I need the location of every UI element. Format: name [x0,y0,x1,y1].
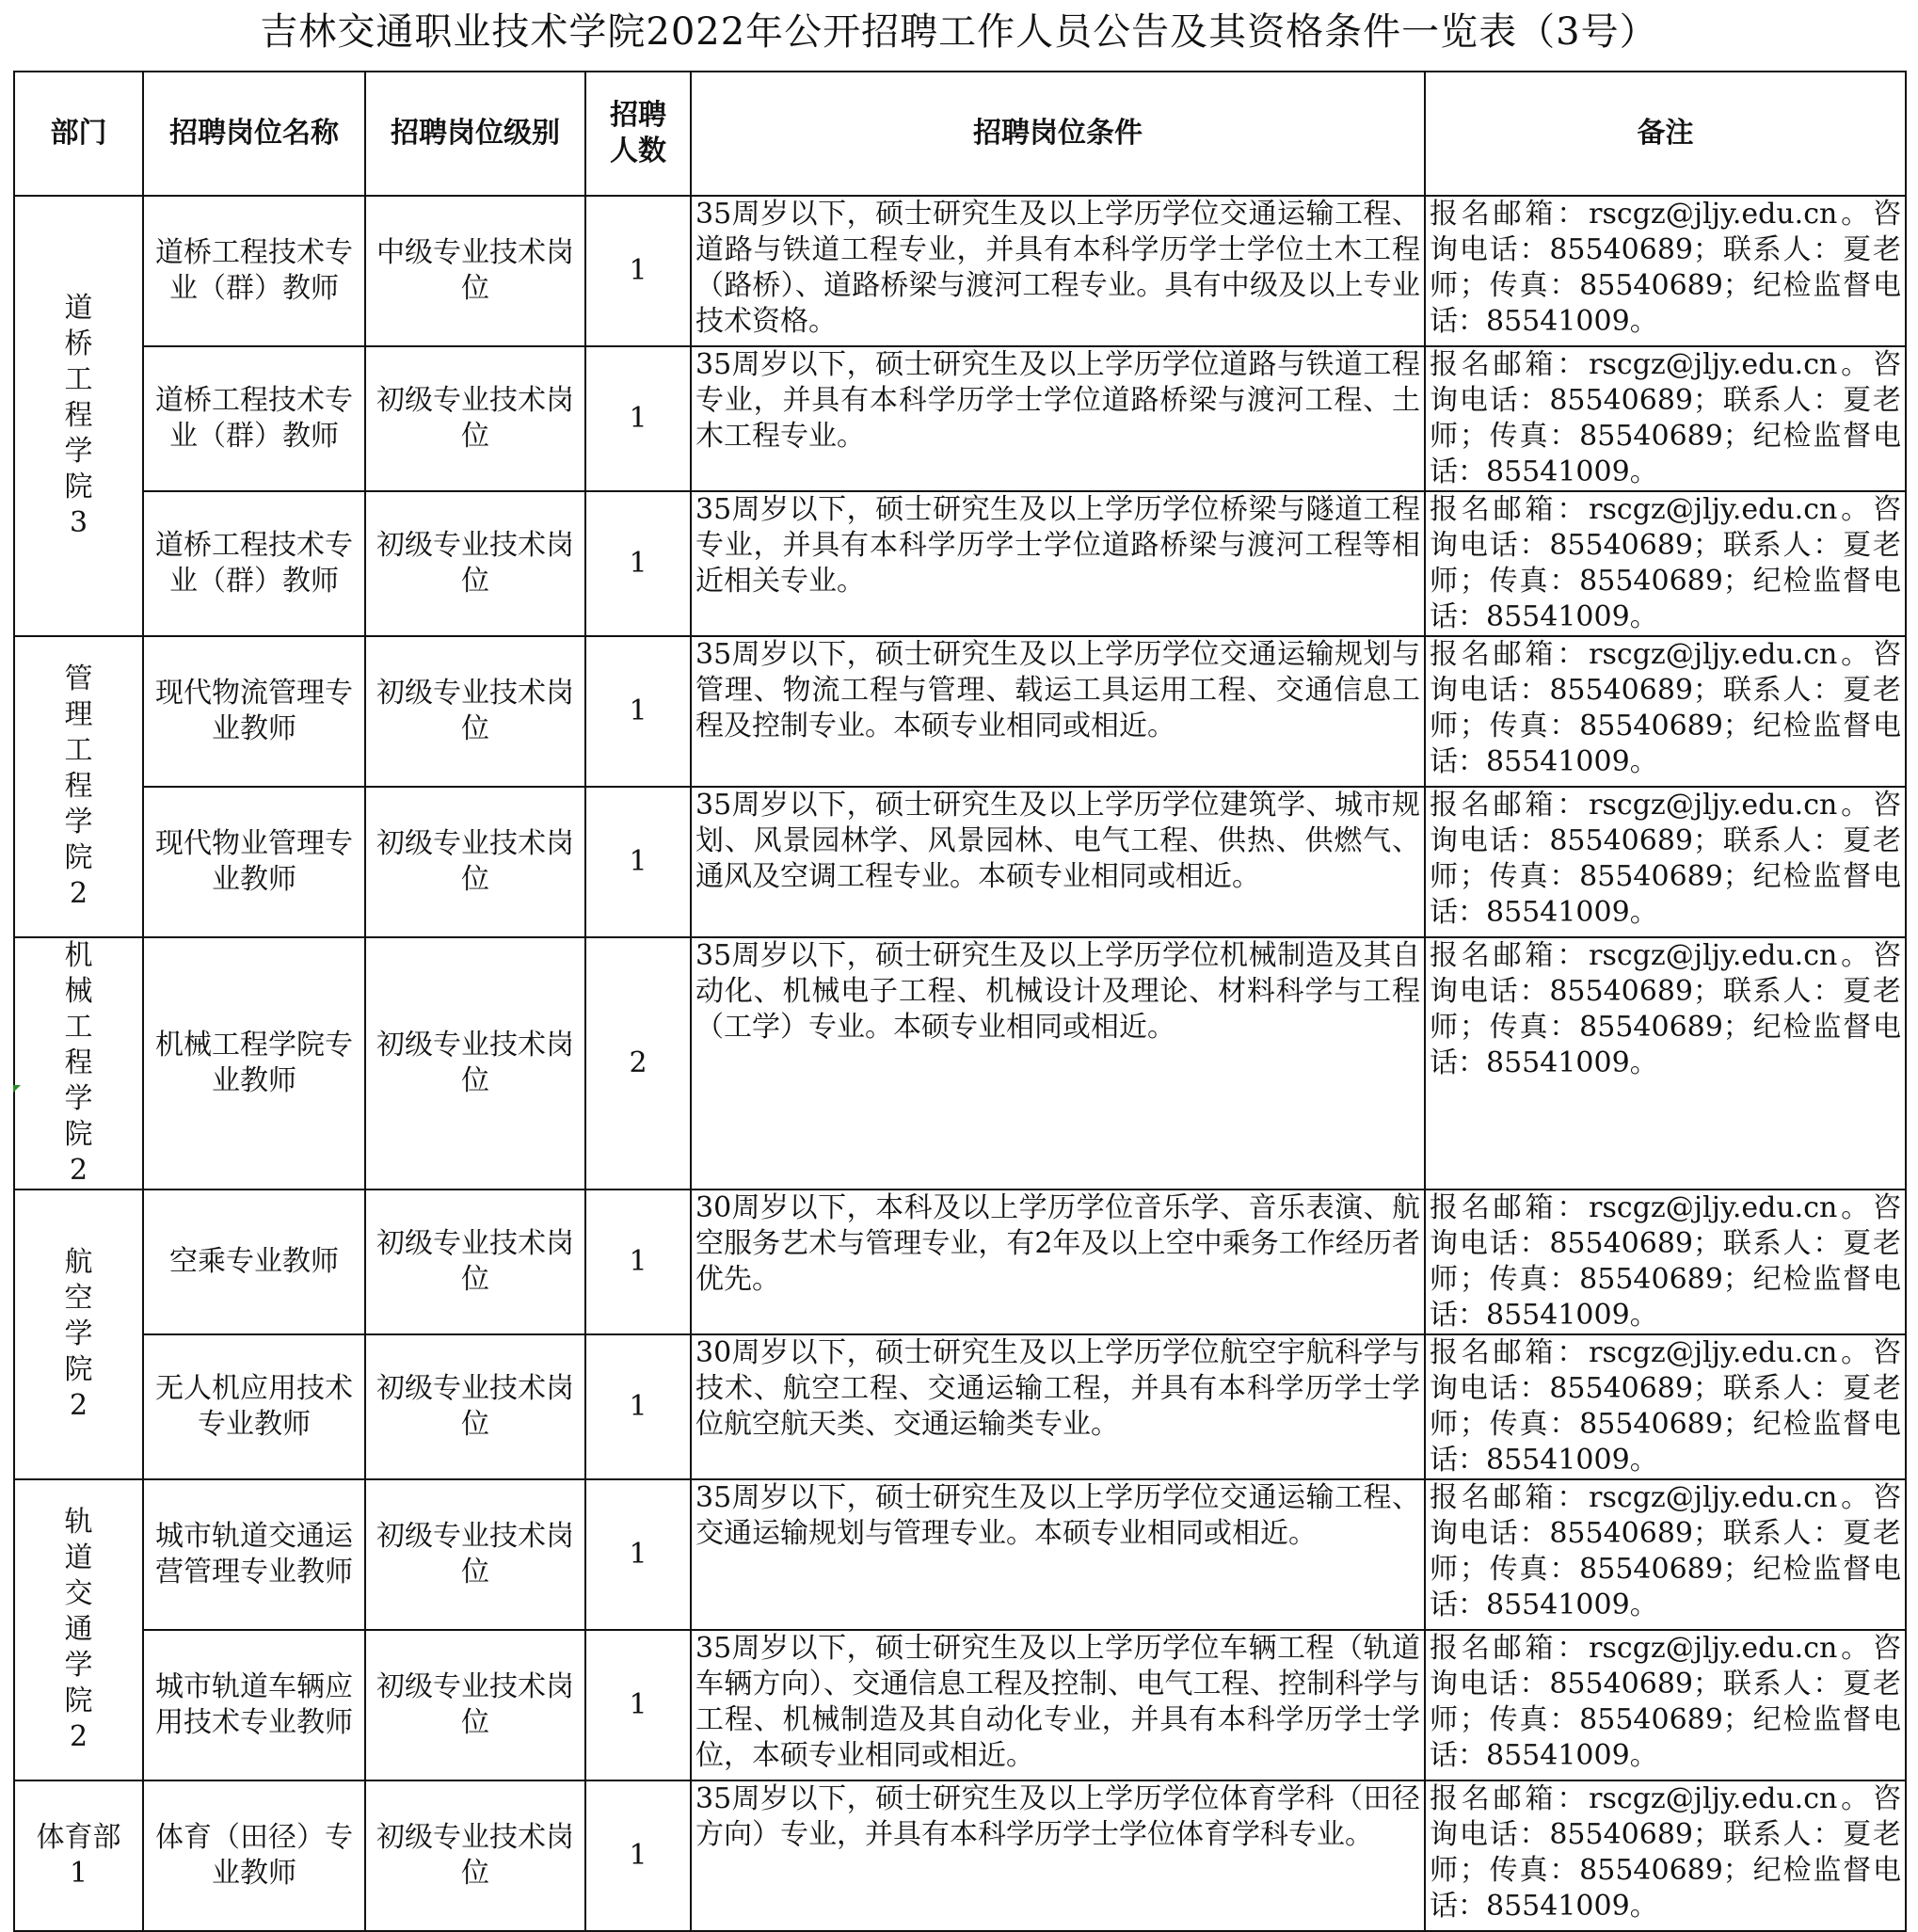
table-row [14,196,1906,346]
position-cell: 城市轨道车辆应用技术专业教师 [143,1630,365,1780]
table-row [14,491,1906,636]
level-cell: 初级专业技术岗位 [365,636,585,787]
conditions-cell: 35周岁以下，硕士研究生及以上学历学位机械制造及其自动化、机械电子工程、机械设计及理论、材料科学与工程（工学）专业。本硕专业相同或相近。 [691,937,1425,1190]
dept-cell [14,1190,143,1479]
conditions-cell: 30周岁以下，本科及以上学历学位音乐学、音乐表演、航空服务艺术与管理专业，有2年及以上空中乘务工作经历者优先。 [691,1190,1425,1334]
conditions-cell: 35周岁以下，硕士研究生及以上学历学位交通运输工程、交通运输规划与管理专业。本硕专业相同或相近。 [691,1479,1425,1630]
conditions-cell: 35周岁以下，硕士研究生及以上学历学位桥梁与隧道工程专业，并具有本科学历学士学位道路桥梁与渡河工程等相近相关专业。 [691,491,1425,636]
header-position: 招聘岗位名称 [143,72,365,196]
level-cell: 初级专业技术岗位 [365,1630,585,1780]
level-cell: 初级专业技术岗位 [365,937,585,1190]
position-cell: 无人机应用技术专业教师 [143,1334,365,1479]
count-cell: 1 [585,1630,691,1780]
dept-count: 2 [69,877,88,910]
count-cell: 1 [585,346,691,491]
table-row [14,346,1906,491]
header-dept: 部门 [14,72,143,196]
table-row [14,1630,1906,1780]
conditions-cell: 35周岁以下，硕士研究生及以上学历学位车辆工程（轨道车辆方向）、交通信息工程及控制、电气工程、控制科学与工程、机械制造及其自动化专业，并具有本科学历学士学位，本硕专业相同或相近。 [691,1630,1425,1780]
position-cell: 空乘专业教师 [143,1190,365,1334]
dept-cell [14,1780,143,1931]
position-cell: 道桥工程技术专业（群）教师 [143,346,365,491]
dept-cell [14,196,143,636]
position-cell: 道桥工程技术专业（群）教师 [143,196,365,346]
dept-name: 机械工程学院 [64,939,93,1151]
table-row [14,1334,1906,1479]
note-cell: 报名邮箱：rscgz@jljy.edu.cn。咨询电话：85540689；联系人：夏老师；传真：85540689；纪检监督电话：85541009。 [1425,346,1906,491]
dept-name: 轨道交通学院 [64,1506,93,1717]
conditions-cell: 35周岁以下，硕士研究生及以上学历学位交通运输规划与管理、物流工程与管理、载运工具运用工程、交通信息工程及控制专业。本硕专业相同或相近。 [691,636,1425,787]
conditions-cell: 35周岁以下，硕士研究生及以上学历学位交通运输工程、道路与铁道工程专业，并具有本科学历学士学位土木工程（路桥）、道路桥梁与渡河工程专业。具有中级及以上专业技术资格。 [691,196,1425,346]
table-row [14,787,1906,937]
level-cell: 中级专业技术岗位 [365,196,585,346]
dept-name: 管理工程学院 [64,663,93,874]
dept-cell [14,937,143,1190]
conditions-cell: 30周岁以下，硕士研究生及以上学历学位航空宇航科学与技术、航空工程、交通运输工程，并具有本科学历学士学位航空航天类、交通运输类专业。 [691,1334,1425,1479]
header-level: 招聘岗位级别 [365,72,585,196]
count-cell: 2 [585,937,691,1190]
position-cell: 现代物流管理专业教师 [143,636,365,787]
note-cell: 报名邮箱：rscgz@jljy.edu.cn。咨询电话：85540689；联系人：夏老师；传真：85540689；纪检监督电话：85541009。 [1425,1479,1906,1630]
level-cell: 初级专业技术岗位 [365,1334,585,1479]
dept-count: 2 [69,1720,88,1753]
table-row [14,1780,1906,1931]
note-cell: 报名邮箱：rscgz@jljy.edu.cn。咨询电话：85540689；联系人：夏老师；传真：85540689；纪检监督电话：85541009。 [1425,196,1906,346]
level-cell: 初级专业技术岗位 [365,346,585,491]
count-cell: 1 [585,787,691,937]
level-cell: 初级专业技术岗位 [365,787,585,937]
dept-cell [14,1479,143,1780]
level-cell: 初级专业技术岗位 [365,491,585,636]
note-cell: 报名邮箱：rscgz@jljy.edu.cn。咨询电话：85540689；联系人：夏老师；传真：85540689；纪检监督电话：85541009。 [1425,491,1906,636]
count-cell: 1 [585,196,691,346]
conditions-cell: 35周岁以下，硕士研究生及以上学历学位道路与铁道工程专业，并具有本科学历学士学位道路桥梁与渡河工程、土木工程专业。 [691,346,1425,491]
dept-count: 1 [69,1857,88,1890]
level-cell: 初级专业技术岗位 [365,1190,585,1334]
level-cell: 初级专业技术岗位 [365,1479,585,1630]
note-cell: 报名邮箱：rscgz@jljy.edu.cn。咨询电话：85540689；联系人：夏老师；传真：85540689；纪检监督电话：85541009。 [1425,1190,1906,1334]
note-cell: 报名邮箱：rscgz@jljy.edu.cn。咨询电话：85540689；联系人：夏老师；传真：85540689；纪检监督电话：85541009。 [1425,1630,1906,1780]
table-header-row [14,72,1906,196]
position-cell: 体育（田径）专业教师 [143,1780,365,1931]
page-title: 吉林交通职业技术学院2022年公开招聘工作人员公告及其资格条件一览表（3号） [260,10,1658,54]
dept-name: 道桥工程学院 [64,292,93,503]
conditions-cell: 35周岁以下，硕士研究生及以上学历学位体育学科（田径方向）专业，并具有本科学历学士学位体育学科专业。 [691,1780,1425,1931]
dept-count: 2 [69,1154,88,1187]
position-cell: 现代物业管理专业教师 [143,787,365,937]
table-row [14,1190,1906,1334]
note-cell: 报名邮箱：rscgz@jljy.edu.cn。咨询电话：85540689；联系人：夏老师；传真：85540689；纪检监督电话：85541009。 [1425,636,1906,787]
count-cell: 1 [585,1334,691,1479]
note-cell: 报名邮箱：rscgz@jljy.edu.cn。咨询电话：85540689；联系人：夏老师；传真：85540689；纪检监督电话：85541009。 [1425,1780,1906,1931]
dept-count: 3 [69,506,88,539]
note-cell: 报名邮箱：rscgz@jljy.edu.cn。咨询电话：85540689；联系人：夏老师；传真：85540689；纪检监督电话：85541009。 [1425,1334,1906,1479]
count-cell: 1 [585,1780,691,1931]
count-cell: 1 [585,491,691,636]
header-count: 招聘人数 [585,72,691,196]
note-cell: 报名邮箱：rscgz@jljy.edu.cn。咨询电话：85540689；联系人：夏老师；传真：85540689；纪检监督电话：85541009。 [1425,787,1906,937]
recruitment-table [13,71,1907,1932]
dept-name: 体育部 [36,1821,121,1854]
count-cell: 1 [585,1479,691,1630]
level-cell: 初级专业技术岗位 [365,1780,585,1931]
count-cell: 1 [585,1190,691,1334]
dept-name: 航空学院 [64,1246,93,1386]
table-row [14,1479,1906,1630]
note-cell: 报名邮箱：rscgz@jljy.edu.cn。咨询电话：85540689；联系人：夏老师；传真：85540689；纪检监督电话：85541009。 [1425,937,1906,1190]
cell-comment-marker [13,1085,21,1093]
conditions-cell: 35周岁以下，硕士研究生及以上学历学位建筑学、城市规划、风景园林学、风景园林、电气工程、供热、供燃气、通风及空调工程专业。本硕专业相同或相近。 [691,787,1425,937]
dept-count: 2 [69,1389,88,1422]
table-row [14,937,1906,1190]
header-conditions: 招聘岗位条件 [691,72,1425,196]
position-cell: 机械工程学院专业教师 [143,937,365,1190]
count-cell: 1 [585,636,691,787]
header-note: 备注 [1425,72,1906,196]
position-cell: 城市轨道交通运营管理专业教师 [143,1479,365,1630]
position-cell: 道桥工程技术专业（群）教师 [143,491,365,636]
table-row [14,636,1906,787]
dept-cell [14,636,143,937]
